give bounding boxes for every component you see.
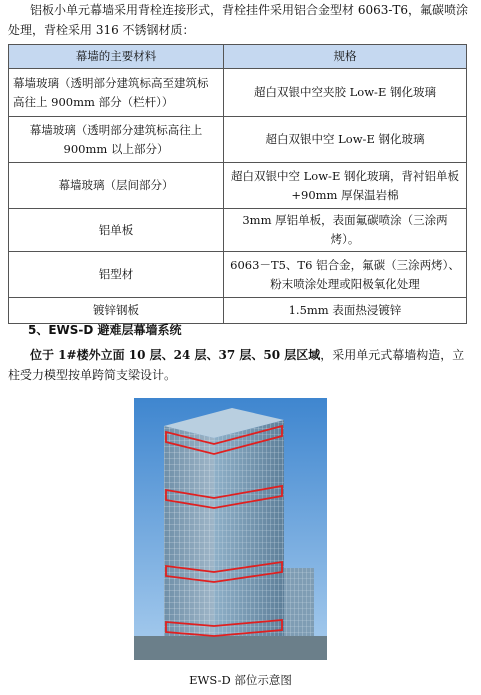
section-heading: 5、EWS-D 避难层幕墙系统 xyxy=(28,323,182,337)
figure-caption: EWS-D 部位示意图 xyxy=(189,673,292,687)
table-row xyxy=(9,209,467,252)
table-row xyxy=(9,298,467,324)
section-paragraph-bold: 位于 1#楼外立面 10 层、24 层、37 层、50 层区域 xyxy=(30,348,321,362)
table-cell-material: 镀锌钢板 xyxy=(9,298,224,324)
table-row xyxy=(9,117,467,163)
table-cell-material: 幕墙玻璃（透明部分建筑标高至建筑标 高往上 900mm 部分（栏杆）） xyxy=(9,69,224,117)
table-cell-spec: 1.5mm 表面热浸镀锌 xyxy=(224,298,467,324)
table-header-material: 幕墙的主要材料 xyxy=(9,45,224,69)
table-cell-material: 铝型材 xyxy=(9,252,224,298)
table-row xyxy=(9,252,467,298)
table-header-spec: 规格 xyxy=(224,45,467,69)
table-cell-material: 幕墙玻璃（透明部分建筑标高往上 900mm 以上部分） xyxy=(9,117,224,163)
table-cell-spec: 超白双银中空 Low-E 钢化玻璃 xyxy=(224,117,467,163)
table-row xyxy=(9,163,467,209)
table-cell-spec: 6063－T5、T6 铝合金，氟碳（三涂两烤）、粉末喷涂处理或阳极氧化处理 xyxy=(224,252,467,298)
section-paragraph-rest: ，采用单元式幕墙构造，立柱受力模型按单跨简支梁设计。 xyxy=(8,348,465,382)
materials-table xyxy=(8,44,467,324)
table-cell-material: 铝单板 xyxy=(9,209,224,252)
section-paragraph xyxy=(8,345,474,385)
table-header-row xyxy=(9,45,467,69)
table-cell-spec: 3mm 厚铝单板，表面氟碳喷涂（三涂两烤）。 xyxy=(224,209,467,252)
table-cell-material: 幕墙玻璃（层间部分） xyxy=(9,163,224,209)
tower-right-grid xyxy=(214,420,284,660)
intro-paragraph: 铝板小单元幕墙采用背栓连接形式，背栓挂件采用铝合金型材 6063-T6，氟碳喷涂处理，背栓采用 316 不锈钢材质： xyxy=(8,3,469,37)
table-cell-spec: 超白双银中空 Low-E 钢化玻璃，背衬铝单板 +90mm 厚保温岩棉 xyxy=(224,163,467,209)
table-row xyxy=(9,69,467,117)
table-cell-spec: 超白双银中空夹胶 Low-E 钢化玻璃 xyxy=(224,69,467,117)
ground xyxy=(134,636,327,660)
building-figure xyxy=(134,398,327,660)
